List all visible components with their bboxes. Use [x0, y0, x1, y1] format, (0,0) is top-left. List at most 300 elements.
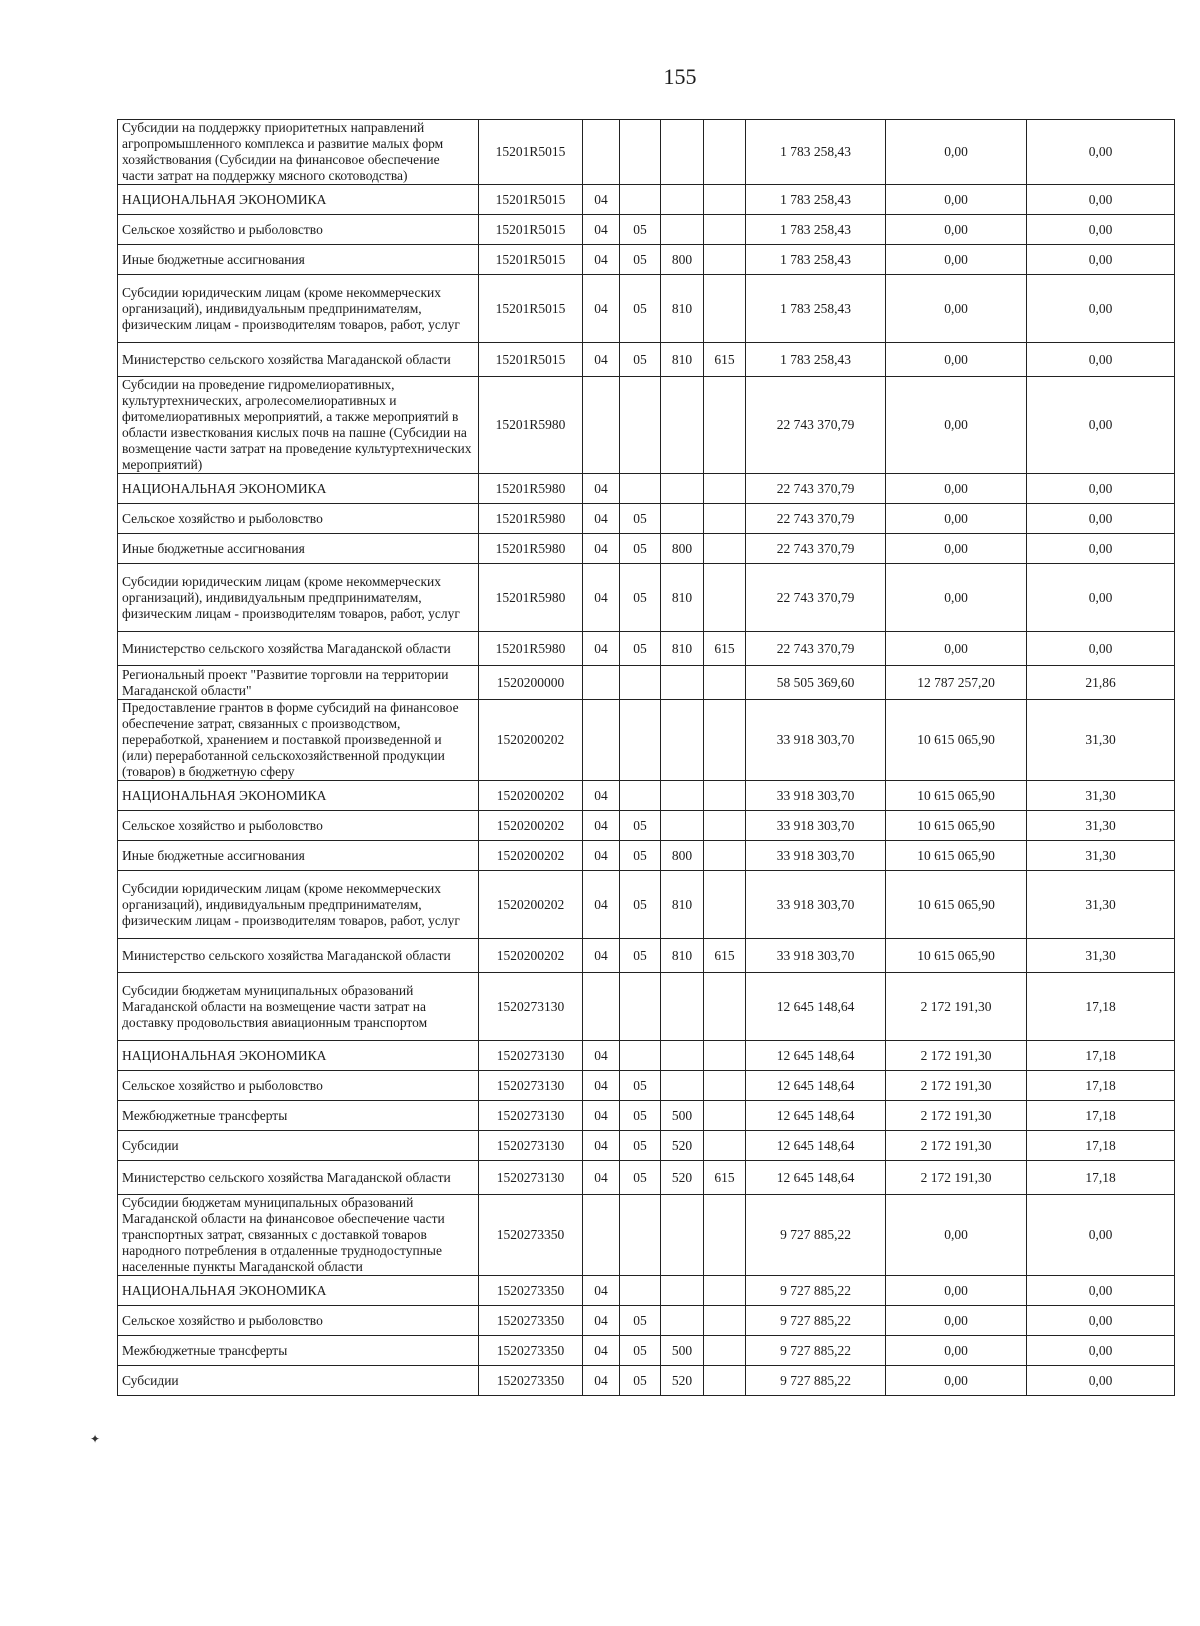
row-ministry-code: [704, 120, 746, 185]
table-row: [118, 474, 1175, 504]
row-subsection: [620, 1276, 661, 1306]
row-executed: 0,00: [886, 534, 1027, 564]
row-executed: 0,00: [886, 1195, 1027, 1276]
row-expense-type: [661, 1276, 704, 1306]
row-code: 15201R5980: [479, 534, 583, 564]
row-ministry-code: 615: [704, 939, 746, 973]
row-section: 04: [583, 781, 620, 811]
table-row: [118, 666, 1175, 700]
row-amount: 33 918 303,70: [746, 781, 886, 811]
row-section: 04: [583, 1041, 620, 1071]
row-code: 15201R5980: [479, 377, 583, 474]
row-expense-type: [661, 504, 704, 534]
row-code: 15201R5015: [479, 215, 583, 245]
row-name: Субсидии на поддержку приоритетных направлений агропромышленного комплекса и развитие малых форм хозяйствования (Субсидии на финансовое обеспечение части затрат на поддержку мясного скотоводства): [118, 120, 479, 185]
row-amount: 22 743 370,79: [746, 632, 886, 666]
row-executed: 10 615 065,90: [886, 781, 1027, 811]
row-percent: 21,86: [1027, 666, 1175, 700]
row-section: 04: [583, 939, 620, 973]
row-code: 1520273350: [479, 1195, 583, 1276]
row-amount: 33 918 303,70: [746, 871, 886, 939]
row-expense-type: [661, 377, 704, 474]
table-row: [118, 1161, 1175, 1195]
row-expense-type: 500: [661, 1101, 704, 1131]
row-executed: 10 615 065,90: [886, 871, 1027, 939]
row-name: Субсидии юридическим лицам (кроме некоммерческих организаций), индивидуальным предпринимателям, физическим лицам - производителям товаров, работ, услуг: [118, 275, 479, 343]
row-percent: 0,00: [1027, 1276, 1175, 1306]
row-amount: 33 918 303,70: [746, 939, 886, 973]
row-ministry-code: [704, 474, 746, 504]
table-row: [118, 1366, 1175, 1396]
row-subsection: 05: [620, 811, 661, 841]
row-expense-type: 810: [661, 632, 704, 666]
row-executed: 10 615 065,90: [886, 841, 1027, 871]
row-name: Субсидии юридическим лицам (кроме некоммерческих организаций), индивидуальным предпринимателям, физическим лицам - производителям товаров, работ, услуг: [118, 564, 479, 632]
row-executed: 2 172 191,30: [886, 1161, 1027, 1195]
row-percent: 17,18: [1027, 1131, 1175, 1161]
row-section: 04: [583, 185, 620, 215]
row-executed: 2 172 191,30: [886, 973, 1027, 1041]
row-subsection: [620, 1195, 661, 1276]
row-percent: 17,18: [1027, 1041, 1175, 1071]
row-ministry-code: [704, 871, 746, 939]
row-subsection: [620, 185, 661, 215]
row-amount: 12 645 148,64: [746, 1131, 886, 1161]
row-expense-type: 810: [661, 939, 704, 973]
row-name: Министерство сельского хозяйства Магаданской области: [118, 632, 479, 666]
row-expense-type: [661, 1071, 704, 1101]
row-amount: 22 743 370,79: [746, 534, 886, 564]
row-code: 15201R5980: [479, 474, 583, 504]
row-percent: 0,00: [1027, 185, 1175, 215]
row-percent: 0,00: [1027, 1366, 1175, 1396]
row-expense-type: 520: [661, 1161, 704, 1195]
row-subsection: 05: [620, 245, 661, 275]
table-row: [118, 1306, 1175, 1336]
table-row: [118, 564, 1175, 632]
table-row: [118, 1131, 1175, 1161]
row-ministry-code: [704, 504, 746, 534]
row-expense-type: 800: [661, 841, 704, 871]
budget-table: [117, 119, 1175, 1396]
row-section: 04: [583, 871, 620, 939]
row-percent: 0,00: [1027, 1195, 1175, 1276]
row-ministry-code: [704, 185, 746, 215]
row-executed: 0,00: [886, 1336, 1027, 1366]
row-executed: 0,00: [886, 1366, 1027, 1396]
row-name: Субсидии юридическим лицам (кроме некоммерческих организаций), индивидуальным предпринимателям, физическим лицам - производителям товаров, работ, услуг: [118, 871, 479, 939]
row-amount: 22 743 370,79: [746, 474, 886, 504]
row-code: 15201R5980: [479, 564, 583, 632]
table-row: [118, 1195, 1175, 1276]
row-amount: 12 645 148,64: [746, 1041, 886, 1071]
row-ministry-code: [704, 275, 746, 343]
row-name: Субсидии на проведение гидромелиоративных, культуртехнических, агролесомелиоративных и фитомелиоративных мероприятий, а также мероприятий в области известкования кислых почв на пашне (Субсидии на возмещение части затрат на проведение культуртехнических мероприятий): [118, 377, 479, 474]
row-ministry-code: [704, 781, 746, 811]
row-ministry-code: [704, 1195, 746, 1276]
row-expense-type: [661, 700, 704, 781]
row-section: 04: [583, 504, 620, 534]
row-ministry-code: [704, 811, 746, 841]
row-section: 04: [583, 275, 620, 343]
table-row: [118, 1276, 1175, 1306]
row-section: 04: [583, 1336, 620, 1366]
row-executed: 0,00: [886, 343, 1027, 377]
row-executed: 12 787 257,20: [886, 666, 1027, 700]
row-amount: 33 918 303,70: [746, 841, 886, 871]
row-code: 15201R5015: [479, 120, 583, 185]
row-expense-type: 810: [661, 871, 704, 939]
row-ministry-code: [704, 215, 746, 245]
row-percent: 0,00: [1027, 245, 1175, 275]
row-percent: 0,00: [1027, 343, 1175, 377]
row-code: 1520273130: [479, 1071, 583, 1101]
row-expense-type: [661, 1306, 704, 1336]
row-subsection: 05: [620, 1161, 661, 1195]
row-ministry-code: [704, 534, 746, 564]
row-name: Межбюджетные трансферты: [118, 1336, 479, 1366]
row-expense-type: 810: [661, 343, 704, 377]
row-code: 1520273350: [479, 1306, 583, 1336]
table-row: [118, 781, 1175, 811]
row-executed: 2 172 191,30: [886, 1101, 1027, 1131]
row-section: 04: [583, 841, 620, 871]
row-expense-type: 520: [661, 1131, 704, 1161]
row-percent: 0,00: [1027, 474, 1175, 504]
row-section: 04: [583, 474, 620, 504]
row-percent: 31,30: [1027, 811, 1175, 841]
row-section: 04: [583, 632, 620, 666]
row-percent: 0,00: [1027, 632, 1175, 666]
row-code: 1520200202: [479, 939, 583, 973]
row-section: [583, 973, 620, 1041]
table-row: [118, 632, 1175, 666]
row-expense-type: [661, 474, 704, 504]
row-ministry-code: [704, 1276, 746, 1306]
row-section: 04: [583, 343, 620, 377]
row-amount: 22 743 370,79: [746, 504, 886, 534]
row-expense-type: 810: [661, 275, 704, 343]
row-ministry-code: [704, 1306, 746, 1336]
row-code: 15201R5015: [479, 245, 583, 275]
row-name: Субсидии бюджетам муниципальных образований Магаданской области на возмещение части затрат на доставку продовольствия авиационным транспортом: [118, 973, 479, 1041]
row-executed: 0,00: [886, 275, 1027, 343]
row-percent: 31,30: [1027, 871, 1175, 939]
row-name: НАЦИОНАЛЬНАЯ ЭКОНОМИКА: [118, 1276, 479, 1306]
row-subsection: 05: [620, 215, 661, 245]
row-amount: 9 727 885,22: [746, 1336, 886, 1366]
row-subsection: 05: [620, 632, 661, 666]
row-subsection: [620, 1041, 661, 1071]
row-percent: 17,18: [1027, 1101, 1175, 1131]
row-code: 1520273130: [479, 1101, 583, 1131]
row-ministry-code: [704, 700, 746, 781]
row-ministry-code: [704, 1336, 746, 1366]
table-row: [118, 275, 1175, 343]
row-subsection: 05: [620, 1071, 661, 1101]
row-ministry-code: [704, 377, 746, 474]
row-percent: 0,00: [1027, 275, 1175, 343]
row-expense-type: [661, 781, 704, 811]
row-name: НАЦИОНАЛЬНАЯ ЭКОНОМИКА: [118, 1041, 479, 1071]
row-amount: 1 783 258,43: [746, 120, 886, 185]
table-row: [118, 1101, 1175, 1131]
row-executed: 0,00: [886, 185, 1027, 215]
row-code: 15201R5015: [479, 185, 583, 215]
row-percent: 0,00: [1027, 215, 1175, 245]
row-subsection: 05: [620, 939, 661, 973]
row-name: Министерство сельского хозяйства Магаданской области: [118, 1161, 479, 1195]
page-number: 155: [663, 64, 697, 89]
row-code: 1520273130: [479, 1161, 583, 1195]
row-expense-type: 500: [661, 1336, 704, 1366]
row-expense-type: [661, 1041, 704, 1071]
row-subsection: [620, 120, 661, 185]
row-code: 1520200202: [479, 811, 583, 841]
row-amount: 33 918 303,70: [746, 700, 886, 781]
row-code: 1520273350: [479, 1366, 583, 1396]
table-row: [118, 939, 1175, 973]
row-expense-type: [661, 1195, 704, 1276]
row-ministry-code: [704, 1366, 746, 1396]
row-ministry-code: 615: [704, 1161, 746, 1195]
row-name: Министерство сельского хозяйства Магаданской области: [118, 939, 479, 973]
row-ministry-code: [704, 1071, 746, 1101]
row-name: Предоставление грантов в форме субсидий на финансовое обеспечение затрат, связанных с производством, переработкой, хранением и поставкой произведенной и (или) переработанной сельскохозяйственной продукции (товаров) в бюджетную сферу: [118, 700, 479, 781]
row-code: 15201R5980: [479, 504, 583, 534]
row-subsection: [620, 781, 661, 811]
row-code: 1520200000: [479, 666, 583, 700]
row-amount: 1 783 258,43: [746, 185, 886, 215]
row-name: Субсидии: [118, 1131, 479, 1161]
scan-mark-icon: ✦: [90, 1432, 101, 1446]
table-row: [118, 185, 1175, 215]
row-amount: 9 727 885,22: [746, 1276, 886, 1306]
row-name: Сельское хозяйство и рыболовство: [118, 1306, 479, 1336]
row-subsection: 05: [620, 1306, 661, 1336]
row-code: 1520200202: [479, 700, 583, 781]
row-subsection: 05: [620, 275, 661, 343]
row-expense-type: 520: [661, 1366, 704, 1396]
table-row: [118, 841, 1175, 871]
row-name: Сельское хозяйство и рыболовство: [118, 811, 479, 841]
row-name: Сельское хозяйство и рыболовство: [118, 215, 479, 245]
row-executed: 0,00: [886, 215, 1027, 245]
table-row: [118, 1041, 1175, 1071]
row-percent: 0,00: [1027, 564, 1175, 632]
row-expense-type: [661, 185, 704, 215]
row-name: Сельское хозяйство и рыболовство: [118, 1071, 479, 1101]
row-code: 15201R5015: [479, 275, 583, 343]
table-row: [118, 1336, 1175, 1366]
row-name: Министерство сельского хозяйства Магаданской области: [118, 343, 479, 377]
row-name: Региональный проект "Развитие торговли на территории Магаданской области": [118, 666, 479, 700]
row-section: 04: [583, 534, 620, 564]
row-executed: 2 172 191,30: [886, 1131, 1027, 1161]
row-subsection: 05: [620, 871, 661, 939]
row-percent: 31,30: [1027, 700, 1175, 781]
row-amount: 1 783 258,43: [746, 275, 886, 343]
row-executed: 0,00: [886, 120, 1027, 185]
row-name: НАЦИОНАЛЬНАЯ ЭКОНОМИКА: [118, 781, 479, 811]
table-row: [118, 973, 1175, 1041]
row-percent: 0,00: [1027, 534, 1175, 564]
row-section: [583, 1195, 620, 1276]
row-code: 1520273130: [479, 973, 583, 1041]
row-code: 1520200202: [479, 781, 583, 811]
table-row: [118, 377, 1175, 474]
row-name: Иные бюджетные ассигнования: [118, 534, 479, 564]
row-amount: 12 645 148,64: [746, 973, 886, 1041]
row-percent: 31,30: [1027, 841, 1175, 871]
row-section: 04: [583, 1366, 620, 1396]
row-expense-type: [661, 120, 704, 185]
row-expense-type: 800: [661, 245, 704, 275]
row-amount: 1 783 258,43: [746, 245, 886, 275]
row-section: 04: [583, 1101, 620, 1131]
row-expense-type: 810: [661, 564, 704, 632]
row-name: НАЦИОНАЛЬНАЯ ЭКОНОМИКА: [118, 474, 479, 504]
row-subsection: 05: [620, 841, 661, 871]
row-section: [583, 377, 620, 474]
row-subsection: [620, 666, 661, 700]
table-body: [118, 120, 1175, 1396]
row-ministry-code: [704, 973, 746, 1041]
row-amount: 9 727 885,22: [746, 1195, 886, 1276]
row-ministry-code: [704, 666, 746, 700]
row-ministry-code: [704, 1101, 746, 1131]
row-ministry-code: [704, 1041, 746, 1071]
table-row: [118, 811, 1175, 841]
row-name: Межбюджетные трансферты: [118, 1101, 479, 1131]
row-subsection: 05: [620, 1101, 661, 1131]
row-section: 04: [583, 215, 620, 245]
row-code: 1520273350: [479, 1336, 583, 1366]
row-amount: 33 918 303,70: [746, 811, 886, 841]
row-executed: 10 615 065,90: [886, 939, 1027, 973]
row-subsection: 05: [620, 1336, 661, 1366]
row-percent: 17,18: [1027, 973, 1175, 1041]
row-expense-type: [661, 811, 704, 841]
row-code: 1520200202: [479, 871, 583, 939]
row-section: 04: [583, 1071, 620, 1101]
row-subsection: 05: [620, 1131, 661, 1161]
row-amount: 12 645 148,64: [746, 1071, 886, 1101]
table-row: [118, 534, 1175, 564]
row-subsection: 05: [620, 343, 661, 377]
row-subsection: 05: [620, 534, 661, 564]
row-code: 15201R5980: [479, 632, 583, 666]
row-expense-type: [661, 973, 704, 1041]
row-amount: 9 727 885,22: [746, 1366, 886, 1396]
row-ministry-code: [704, 245, 746, 275]
row-name: Иные бюджетные ассигнования: [118, 841, 479, 871]
row-code: 1520273130: [479, 1131, 583, 1161]
row-percent: 17,18: [1027, 1161, 1175, 1195]
row-ministry-code: [704, 841, 746, 871]
row-subsection: [620, 474, 661, 504]
row-subsection: 05: [620, 564, 661, 632]
row-expense-type: 800: [661, 534, 704, 564]
row-executed: 0,00: [886, 245, 1027, 275]
row-executed: 10 615 065,90: [886, 700, 1027, 781]
row-expense-type: [661, 215, 704, 245]
table-row: [118, 215, 1175, 245]
row-section: 04: [583, 1276, 620, 1306]
row-amount: 1 783 258,43: [746, 215, 886, 245]
row-ministry-code: 615: [704, 343, 746, 377]
table-row: [118, 700, 1175, 781]
row-section: [583, 700, 620, 781]
row-section: 04: [583, 1131, 620, 1161]
row-section: 04: [583, 245, 620, 275]
table-row: [118, 1071, 1175, 1101]
row-section: 04: [583, 811, 620, 841]
row-percent: 0,00: [1027, 377, 1175, 474]
table-row: [118, 871, 1175, 939]
table-row: [118, 245, 1175, 275]
row-executed: 0,00: [886, 564, 1027, 632]
row-code: 1520273350: [479, 1276, 583, 1306]
row-name: НАЦИОНАЛЬНАЯ ЭКОНОМИКА: [118, 185, 479, 215]
row-amount: 9 727 885,22: [746, 1306, 886, 1336]
row-name: Сельское хозяйство и рыболовство: [118, 504, 479, 534]
row-section: 04: [583, 1161, 620, 1195]
row-ministry-code: [704, 564, 746, 632]
row-section: [583, 666, 620, 700]
row-subsection: 05: [620, 1366, 661, 1396]
row-percent: 31,30: [1027, 939, 1175, 973]
row-amount: 22 743 370,79: [746, 377, 886, 474]
row-expense-type: [661, 666, 704, 700]
row-percent: 0,00: [1027, 120, 1175, 185]
row-section: 04: [583, 564, 620, 632]
row-executed: 0,00: [886, 504, 1027, 534]
row-amount: 1 783 258,43: [746, 343, 886, 377]
row-percent: 0,00: [1027, 504, 1175, 534]
row-code: 1520273130: [479, 1041, 583, 1071]
row-executed: 2 172 191,30: [886, 1041, 1027, 1071]
row-executed: 0,00: [886, 1276, 1027, 1306]
row-executed: 2 172 191,30: [886, 1071, 1027, 1101]
row-name: Иные бюджетные ассигнования: [118, 245, 479, 275]
row-amount: 22 743 370,79: [746, 564, 886, 632]
row-name: Субсидии бюджетам муниципальных образований Магаданской области на финансовое обеспечение части транспортных затрат, связанных с доставкой товаров народного потребления в отдаленные труднодоступные населенные пункты Магаданской области: [118, 1195, 479, 1276]
row-name: Субсидии: [118, 1366, 479, 1396]
row-executed: 10 615 065,90: [886, 811, 1027, 841]
row-executed: 0,00: [886, 474, 1027, 504]
row-percent: 31,30: [1027, 781, 1175, 811]
row-ministry-code: 615: [704, 632, 746, 666]
table-row: [118, 343, 1175, 377]
row-amount: 12 645 148,64: [746, 1161, 886, 1195]
row-code: 1520200202: [479, 841, 583, 871]
row-amount: 58 505 369,60: [746, 666, 886, 700]
row-subsection: 05: [620, 504, 661, 534]
table-row: [118, 504, 1175, 534]
row-subsection: [620, 700, 661, 781]
row-ministry-code: [704, 1131, 746, 1161]
row-executed: 0,00: [886, 1306, 1027, 1336]
row-percent: 0,00: [1027, 1306, 1175, 1336]
row-executed: 0,00: [886, 632, 1027, 666]
row-code: 15201R5015: [479, 343, 583, 377]
row-section: 04: [583, 1306, 620, 1336]
row-percent: 17,18: [1027, 1071, 1175, 1101]
row-amount: 12 645 148,64: [746, 1101, 886, 1131]
row-subsection: [620, 377, 661, 474]
table-row: [118, 120, 1175, 185]
